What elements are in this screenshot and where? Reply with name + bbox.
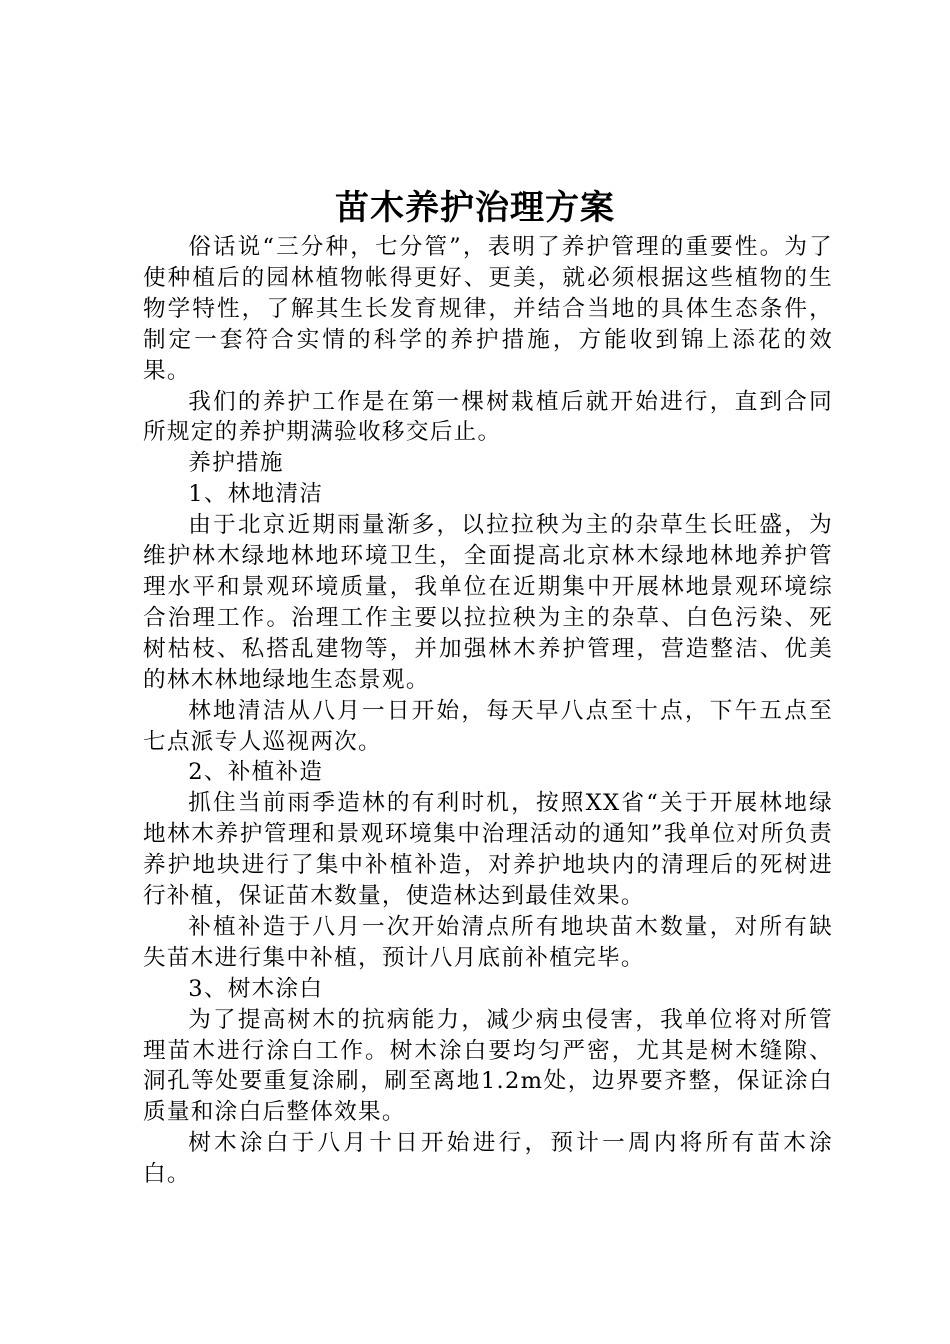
document-body	[143, 232, 833, 1190]
section-heading-replanting: 2、补植补造	[188, 759, 324, 786]
paragraph-cleaning-schedule: 林地清洁从八月一日开始，每天早八点至十点，下午五点至七点派专人巡视两次。	[143, 697, 833, 755]
paragraph-replanting-schedule: 补植补造于八月一次开始清点所有地块苗木数量，对所有缺失苗木进行集中补植，预计八月底前补植完毕。	[143, 913, 833, 971]
paragraph-cleaning-details: 由于北京近期雨量渐多，以拉拉秧为主的杂草生长旺盛，为维护林木绿地林地环境卫生，全面提高北京林木绿地林地养护管理水平和景观环境质量，我单位在近期集中开展林地景观环境综合治理工作。治理工作主要以拉拉秧为主的杂草、白色污染、死树枯枝、私搭乱建物等，并加强林木养护管理，营造整洁、优美的林木林地绿地生态景观。	[143, 512, 833, 693]
paragraph-intro: 俗话说“三分种，七分管”，表明了养护管理的重要性。为了使种植后的园林植物帐得更好、更美，就必须根据这些植物的生物学特性，了解其生长发育规律，并结合当地的具体生态条件，制定一套符合实情的科学的养护措施，方能收到锦上添花的效果。	[143, 234, 833, 384]
paragraph-whitewashing-schedule: 树木涂白于八月十日开始进行，预计一周内将所有苗木涂白。	[143, 1130, 833, 1188]
section-heading-whitewashing: 3、树木涂白	[188, 975, 324, 1002]
section-heading-cleaning: 1、林地清洁	[188, 481, 324, 508]
paragraph-replanting-details: 抓住当前雨季造林的有利时机，按照XX省“关于开展林地绿地林木养护管理和景观环境集中治理活动的通知”我单位对所负责养护地块进行了集中补植补造，对养护地块内的清理后的死树进行补植，保证苗木数量，使造林达到最佳效果。	[143, 790, 833, 910]
document-title: 苗木养护治理方案	[335, 188, 615, 228]
paragraph-whitewashing-details: 为了提高树木的抗病能力，减少病虫侵害，我单位将对所管理苗木进行涂白工作。树木涂白要均匀严密，尤其是树木缝隙、洞孔等处要重复涂刷，刷至离地1.2m处，边界要齐整，保证涂白质量和涂白后整体效果。	[143, 1006, 833, 1126]
paragraph-scope: 我们的养护工作是在第一棵树栽植后就开始进行，直到合同所规定的养护期满验收移交后止。	[143, 388, 833, 446]
section-heading-measures: 养护措施	[188, 450, 284, 477]
